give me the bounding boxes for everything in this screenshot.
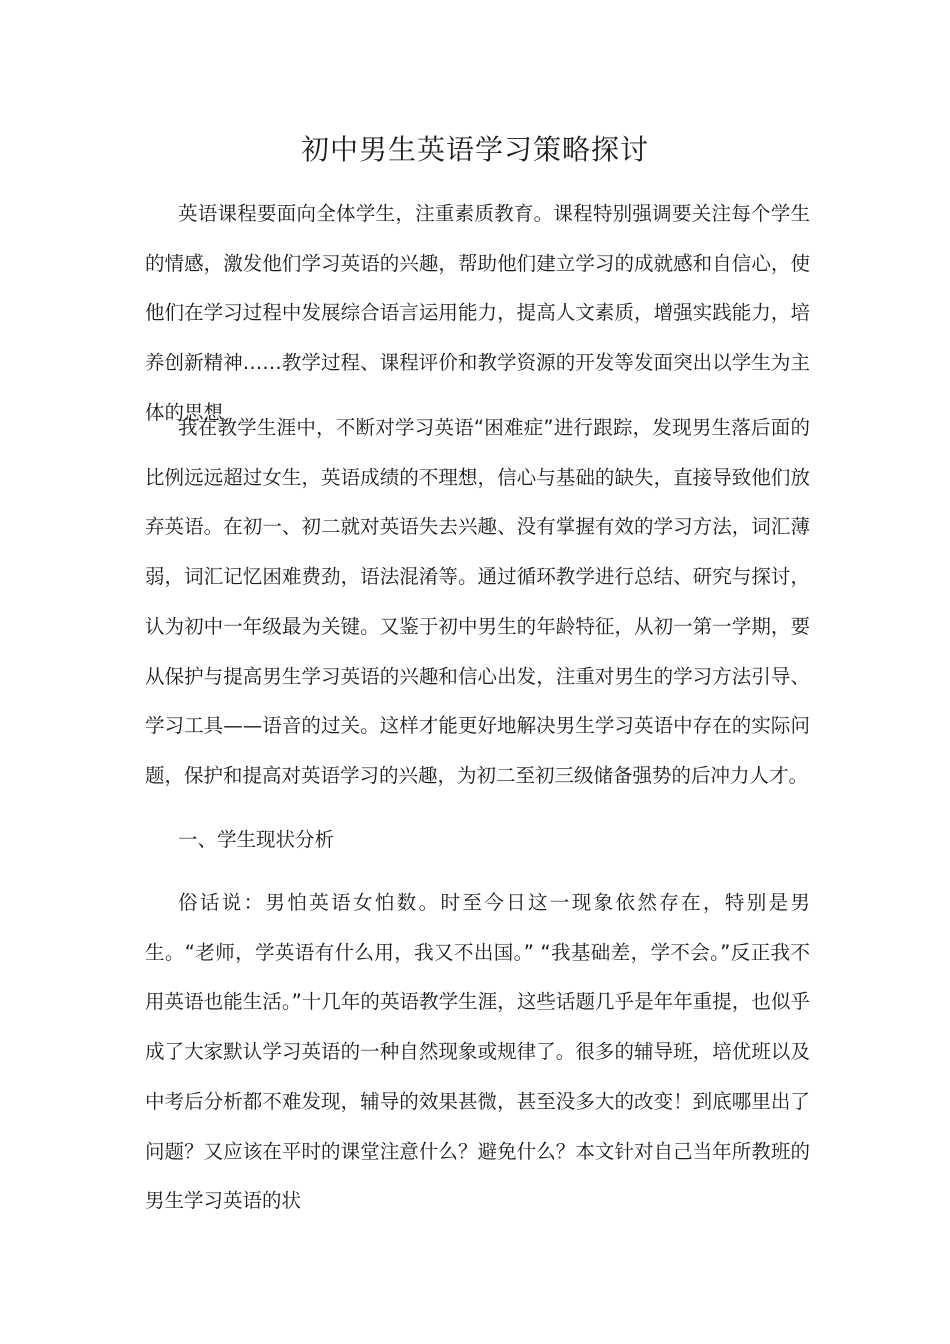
- section-paragraph: 俗话说：男怕英语女怕数。时至今日这一现象依然存在，特别是男生。“老师，学英语有什么用，我又不出国。” “我基础差，学不会。”反正我不用英语也能生活。”十几年的英语教学生涯，这些话题几乎是年年重提，也似乎成了大家默认学习英语的一种自然现象或规律了。很多的辅导班，培优班以及中考后分析都不难发现，辅导的效果甚微，甚至没多大的改变！到底哪里出了问题？又应该在平时的课堂注意什么？避免什么？本文针对自己当年所教班的男生学习英语的状: [145, 891, 810, 1213]
- intro-paragraph: 英语课程要面向全体学生，注重素质教育。课程特别强调要关注每个学生的情感，激发他们学习英语的兴趣，帮助他们建立学习的成就感和自信心，使他们在学习过程中发展综合语言运用能力，提高人文素质，增强实践能力，培养创新精神……教学过程、课程评价和教学资源的开发等发面突出以学生为主体的思想: [145, 202, 810, 424]
- document-title: 初中男生英语学习策略探讨: [300, 133, 649, 166]
- section-heading: 一、学生现状分析: [178, 828, 335, 851]
- background-paragraph: 我在教学生涯中，不断对学习英语“困难症”进行跟踪，发现男生落后面的比例远远超过女生，英语成绩的不理想，信心与基础的缺失，直接导致他们放弃英语。在初一、初二就对英语失去兴趣、没有掌握有效的学习方法，词汇薄弱，词汇记忆困难费劲，语法混淆等。通过循环教学进行总结、研究与探讨，认为初中一年级最为关键。又鉴于初中男生的年龄特征，从初一第一学期，要从保护与提高男生学习英语的兴趣和信心出发，注重对男生的学习方法引导、学习工具——语音的过关。这样才能更好地解决男生学习英语中存在的实际问题，保护和提高对英语学习的兴趣，为初二至初三级储备强势的后冲力人才。: [145, 416, 810, 787]
